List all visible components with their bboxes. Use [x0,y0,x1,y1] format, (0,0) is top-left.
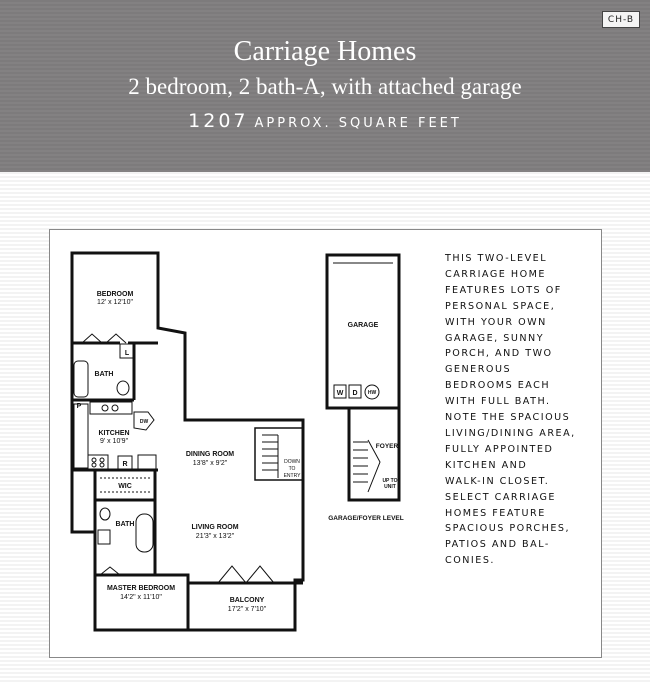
description-line: PORCH, AND TWO [445,348,553,360]
description-line: NOTE THE SPACIOUS [445,412,571,424]
room-labels [77,291,404,613]
description-line: FEATURES LOTS OF [445,284,562,296]
stairs-down-1: DOWN [284,459,300,465]
description-line: PERSONAL SPACE, [445,300,556,312]
bath2-label: BATH [115,521,135,528]
plan-subtitle: 2 bedroom, 2 bath-A, with attached garage [128,74,522,99]
balcony-name: BALCONY [229,597,265,604]
bedroom-size: 12' x 12'10" [97,299,133,306]
description-line: CONIES. [445,555,495,567]
burner-4 [100,463,104,467]
garage-label: GARAGE [347,322,379,329]
sink-bowl-1 [102,405,108,411]
kitchen-name: KITCHEN [98,430,130,437]
stairs-up-2: UNIT [384,484,396,490]
description-line: GARAGE, SUNNY [445,332,545,344]
description-line: FULLY APPOINTED [445,443,554,455]
living-size: 21'3" x 13'2" [195,533,235,540]
washer-label: W [336,390,344,397]
master-size: 14'2" x 11'10" [120,594,162,601]
pantry-box [138,455,156,470]
master-suite-walls [95,470,188,630]
stair-treads [262,435,278,470]
description-line: HOMES FEATURE [445,507,546,519]
pantry-label: P [76,403,82,410]
bathtub-2 [136,514,153,552]
description-line: KITCHEN AND [445,459,528,471]
kitchen-counter-top [90,402,132,414]
stairs-down-2: TO [288,466,296,472]
description-line: GENEROUS [445,364,512,376]
description-line: SPACIOUS PORCHES, [445,523,571,535]
stairs-up-1: UP TO [382,478,398,484]
burner-1 [92,458,96,462]
description-line: WALK-IN CLOSET. [445,475,550,487]
description-line: SELECT CARRIAGE [445,491,556,503]
floor-plan-panel [49,229,602,658]
description-line: THIS TWO-LEVEL [445,253,548,264]
bedroom-name: BEDROOM [96,291,134,298]
description-line: LIVING/DINING AREA, [445,427,576,439]
wic-label: WIC [118,483,132,490]
description-line: BEDROOMS EACH [445,380,551,392]
description-line: PATIOS AND BAL- [445,539,550,551]
master-name: MASTER BEDROOM [106,585,176,592]
sqft-label: APPROX. SQUARE FEET [254,116,462,131]
balcony-size: 17'2" x 7'10" [227,606,267,613]
foyer-label: FOYER [375,443,399,450]
kitchen-counter-left [74,404,88,468]
linen-label: L [124,350,130,357]
dryer-label: D [352,390,358,397]
bathtub-1 [74,361,88,397]
square-footage [0,110,650,132]
toilet-1 [117,381,129,395]
header-banner [0,0,650,172]
plan-code-badge: CH-B [602,11,640,28]
bath1-label: BATH [94,371,114,378]
garage-level-caption: GARAGE/FOYER LEVEL [328,515,404,522]
dining-size: 13'8" x 9'2" [192,460,228,467]
burner-2 [100,458,104,462]
dw-label: DW [139,419,149,425]
sqft-number: 1207 [188,110,249,132]
dining-name: DINING ROOM [185,451,235,458]
kitchen-size: 9' x 10'9" [99,438,129,445]
page-title: Carriage Homes [233,36,417,67]
range [88,455,108,469]
water-heater-label: HW [367,390,377,396]
description-line: WITH FULL BATH. [445,396,551,408]
stairs-down-3: ENTRY [283,473,301,479]
garage-stair-treads [353,442,368,482]
vanity-2 [98,530,110,544]
description-line: CARRIAGE HOME [445,268,546,280]
sink-bowl-2 [112,405,118,411]
toilet-2 [100,508,110,520]
balcony-doors [218,566,274,583]
description-line: WITH YOUR OWN [445,316,547,328]
plan-description [445,251,590,569]
living-name: LIVING ROOM [191,524,239,531]
garage-fixtures [333,263,393,492]
garage-level-walls [327,255,399,500]
refrigerator-label: R [122,461,128,468]
burner-3 [92,463,96,467]
